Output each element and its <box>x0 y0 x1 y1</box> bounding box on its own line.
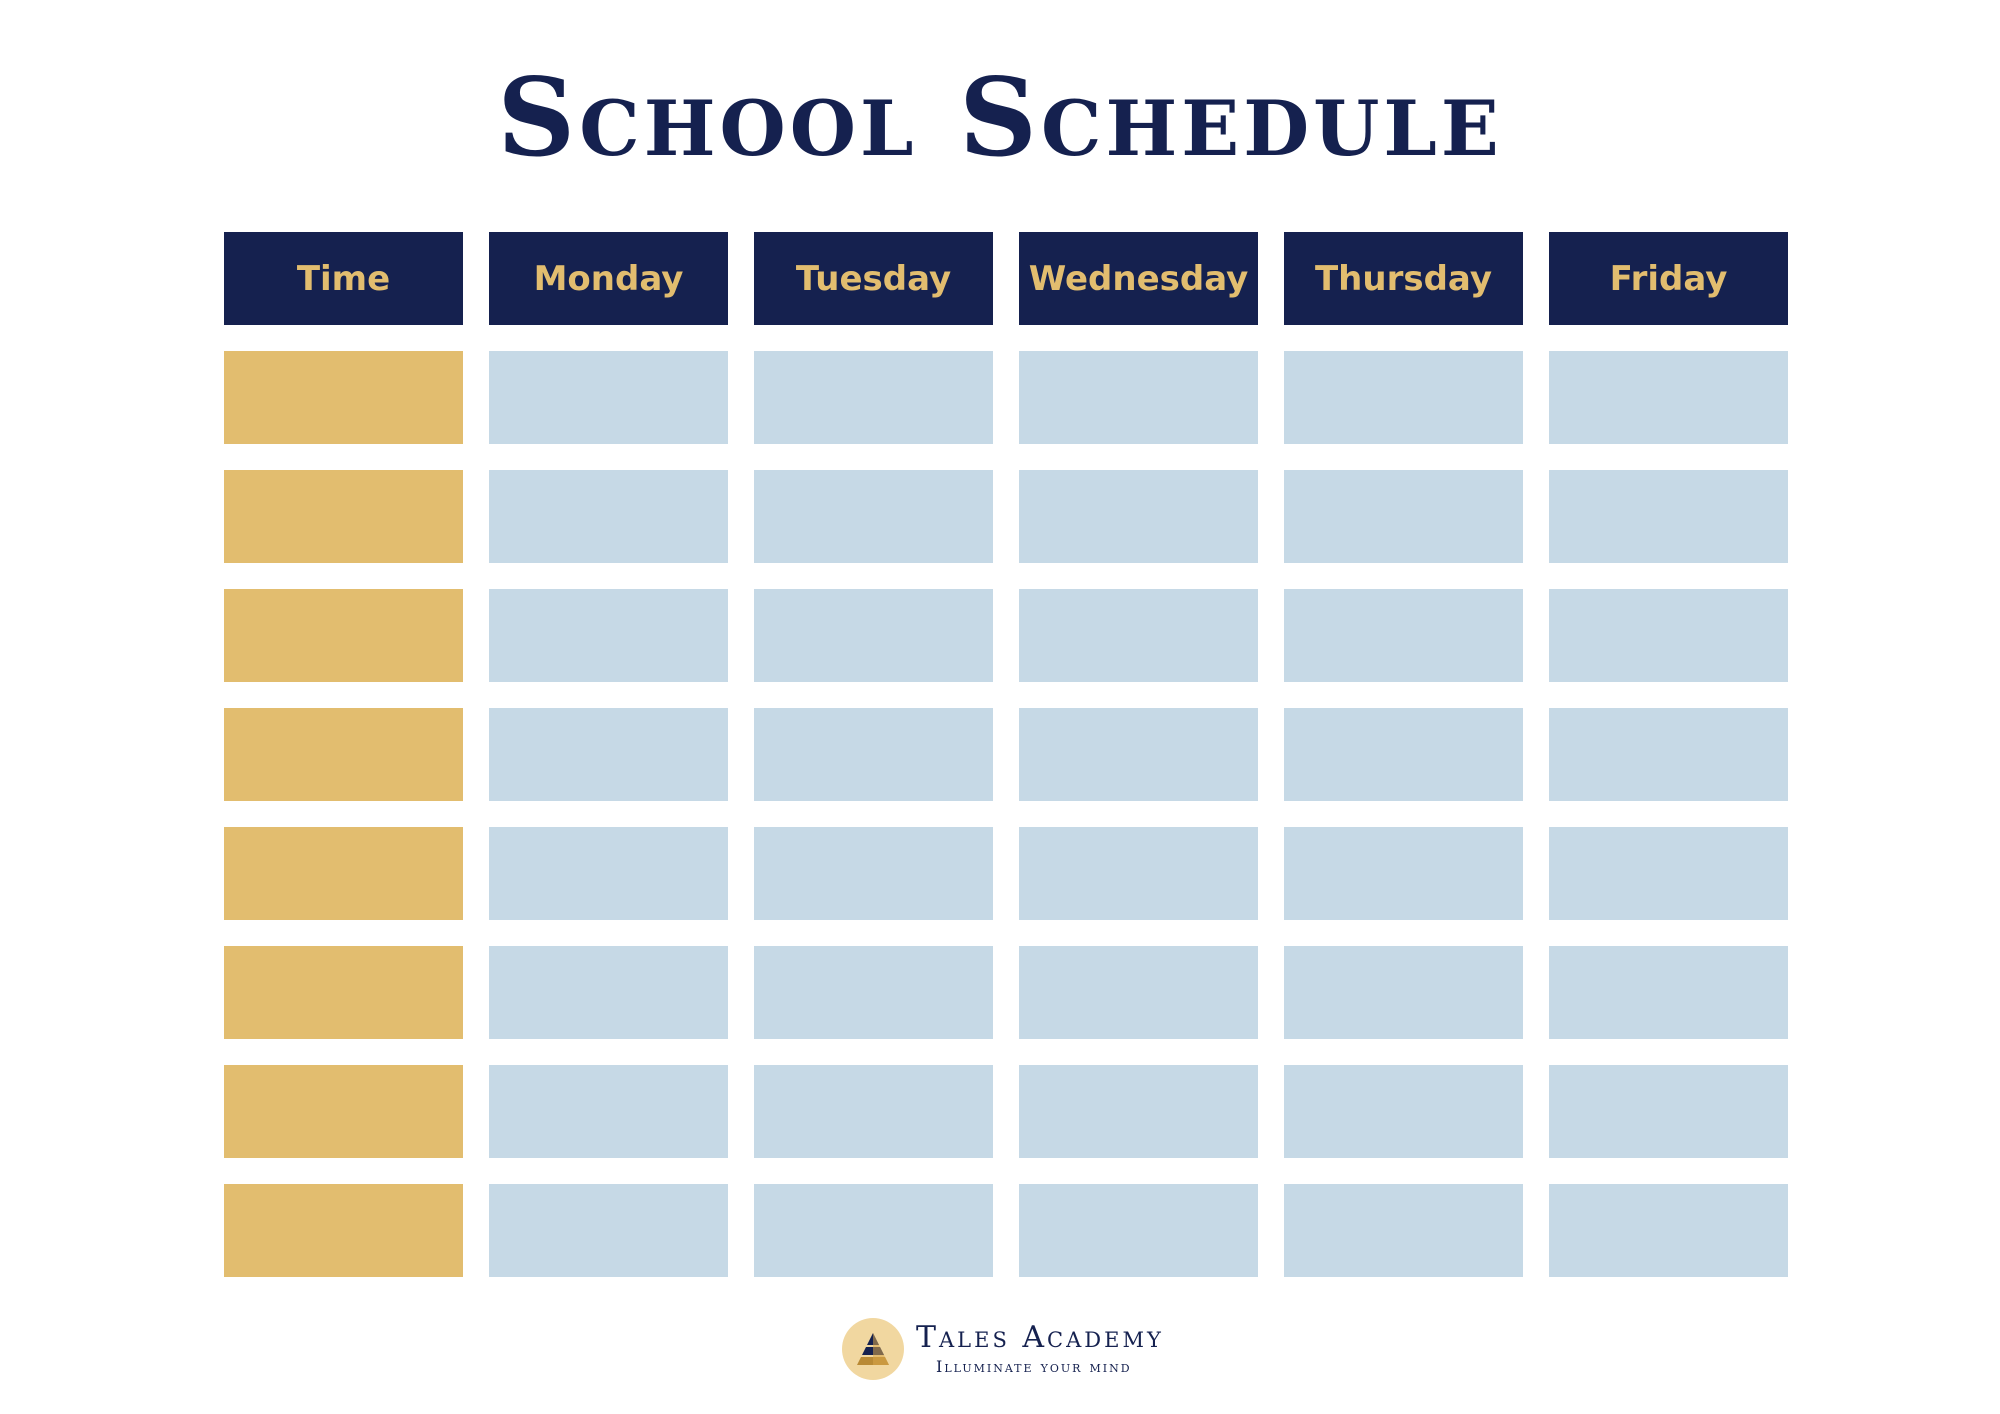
brand-text <box>916 1320 1164 1376</box>
monday-slot[interactable] <box>489 470 728 563</box>
schedule-table <box>224 232 1788 1277</box>
thursday-slot[interactable] <box>1284 1065 1523 1158</box>
thursday-slot[interactable] <box>1284 1184 1523 1277</box>
friday-slot[interactable] <box>1549 589 1788 682</box>
thursday-slot[interactable] <box>1284 946 1523 1039</box>
tuesday-slot[interactable] <box>754 827 993 920</box>
time-cell[interactable] <box>224 946 463 1039</box>
header-tuesday: Tuesday <box>754 232 993 325</box>
wednesday-slot[interactable] <box>1019 946 1258 1039</box>
friday-slot[interactable] <box>1549 1065 1788 1158</box>
thursday-slot[interactable] <box>1284 827 1523 920</box>
wednesday-slot[interactable] <box>1019 1184 1258 1277</box>
tuesday-slot[interactable] <box>754 946 993 1039</box>
tuesday-slot[interactable] <box>754 470 993 563</box>
tuesday-slot[interactable] <box>754 351 993 444</box>
monday-slot[interactable] <box>489 827 728 920</box>
monday-slot[interactable] <box>489 351 728 444</box>
friday-slot[interactable] <box>1549 708 1788 801</box>
tuesday-slot[interactable] <box>754 589 993 682</box>
monday-slot[interactable] <box>489 1184 728 1277</box>
wednesday-slot[interactable] <box>1019 351 1258 444</box>
tuesday-slot[interactable] <box>754 1184 993 1277</box>
wednesday-slot[interactable] <box>1019 589 1258 682</box>
time-cell[interactable] <box>224 589 463 682</box>
tuesday-slot[interactable] <box>754 708 993 801</box>
time-cell[interactable] <box>224 470 463 563</box>
monday-slot[interactable] <box>489 1065 728 1158</box>
header-thursday: Thursday <box>1284 232 1523 325</box>
friday-slot[interactable] <box>1549 470 1788 563</box>
tuesday-slot[interactable] <box>754 1065 993 1158</box>
header-wednesday: Wednesday <box>1019 232 1258 325</box>
friday-slot[interactable] <box>1549 946 1788 1039</box>
header-monday: Monday <box>489 232 728 325</box>
brand-name: Tales Academy <box>916 1320 1164 1355</box>
time-cell[interactable] <box>224 827 463 920</box>
time-cell[interactable] <box>224 1184 463 1277</box>
header-time: Time <box>224 232 463 325</box>
time-cell[interactable] <box>224 351 463 444</box>
monday-slot[interactable] <box>489 946 728 1039</box>
time-cell[interactable] <box>224 708 463 801</box>
thursday-slot[interactable] <box>1284 708 1523 801</box>
thursday-slot[interactable] <box>1284 470 1523 563</box>
thursday-slot[interactable] <box>1284 589 1523 682</box>
time-cell[interactable] <box>224 1065 463 1158</box>
thursday-slot[interactable] <box>1284 351 1523 444</box>
header-friday: Friday <box>1549 232 1788 325</box>
wednesday-slot[interactable] <box>1019 470 1258 563</box>
friday-slot[interactable] <box>1549 1184 1788 1277</box>
wednesday-slot[interactable] <box>1019 1065 1258 1158</box>
wednesday-slot[interactable] <box>1019 708 1258 801</box>
friday-slot[interactable] <box>1549 827 1788 920</box>
wednesday-slot[interactable] <box>1019 827 1258 920</box>
monday-slot[interactable] <box>489 708 728 801</box>
friday-slot[interactable] <box>1549 351 1788 444</box>
page-title: School Schedule <box>497 55 1503 181</box>
brand-tagline: Illuminate your mind <box>936 1357 1132 1376</box>
monday-slot[interactable] <box>489 589 728 682</box>
brand-footer <box>842 1316 1164 1382</box>
pyramid-icon <box>842 1318 904 1380</box>
